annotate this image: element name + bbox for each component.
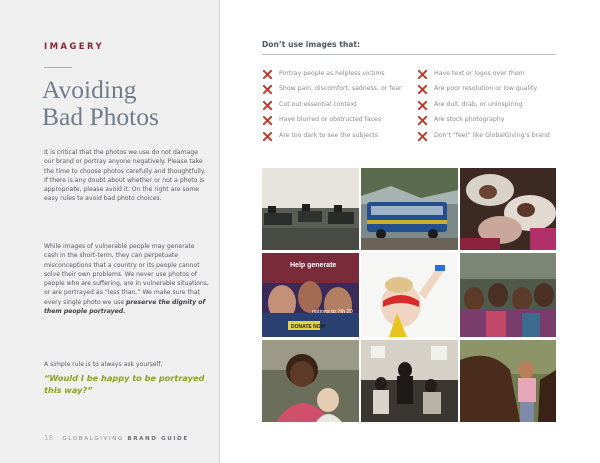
rule-text: Are dull, drab, or uninspiring <box>434 100 523 108</box>
rules-column-right <box>417 67 567 144</box>
rule-text: Cut out essential context <box>279 100 357 108</box>
rule-item <box>417 67 567 82</box>
photo-empty-classroom <box>262 168 359 250</box>
footer-brand: GLOBALGIVING <box>62 436 124 442</box>
photo-sleeping-children <box>460 168 556 250</box>
divider <box>44 67 72 68</box>
sidebar-panel <box>0 0 220 463</box>
photo-woman-and-child <box>262 340 359 422</box>
rule-item <box>417 82 567 97</box>
rule-item <box>417 113 567 128</box>
rule-item <box>417 129 567 144</box>
section-label: IMAGERY <box>44 42 105 52</box>
rule-item <box>262 82 412 97</box>
page-title-line-1: Avoiding <box>42 75 137 104</box>
x-mark-icon <box>263 101 272 110</box>
rule-text: Are stock photography <box>434 116 505 124</box>
rule-text: Have text or logos over them <box>434 70 525 77</box>
x-mark-icon <box>418 116 427 125</box>
intro-paragraph: It is critical that the photos we use do not damage our brand or portray anyone negatively. Please take the time to choose photos carefully and thoughtfully. If there is any doubt about whether or not a photo is appropriate, please avoid it. On the right are some easy rules to avoid bad photo choices. <box>44 149 206 203</box>
rule-text: Have blurred or obstructed faces <box>279 116 382 124</box>
photo-text-overlay <box>262 253 359 337</box>
photo-child-superhero <box>361 253 458 337</box>
overlay-heading: Help generate <box>290 262 337 269</box>
rule-item <box>417 98 567 113</box>
page-footer <box>44 434 189 442</box>
rule-item <box>262 113 412 128</box>
rule-item <box>262 129 412 144</box>
pull-quote: “Would I be happy to be portrayed this way?” <box>44 373 205 395</box>
photo-bus <box>361 168 458 250</box>
rule-text: Portray people as helpless victims <box>279 70 385 77</box>
rule-item <box>262 98 412 113</box>
x-mark-icon <box>418 101 427 110</box>
overlay-caption: nations to 7th 20 <box>312 309 353 315</box>
rule-text: Are too dark to see the subjects <box>279 131 378 139</box>
dignity-emphasis: preserve the dignity of them people portrayed. <box>44 298 206 316</box>
rules-divider <box>262 54 556 55</box>
page-title-line-2: Bad Photos <box>42 102 159 131</box>
rule-intro: A simple rule is to always ask yourself, <box>44 361 163 368</box>
x-mark-icon <box>418 132 427 141</box>
page-number: 18 <box>44 434 53 442</box>
x-mark-icon <box>263 70 272 79</box>
x-mark-icon <box>263 116 272 125</box>
footer-guide: BRAND GUIDE <box>127 436 189 442</box>
x-mark-icon <box>263 132 272 141</box>
dignity-paragraph-text: While images of vulnerable people may generate cash in the short-term, they can perpetuate misconceptions that a country or its people cannot solve their own problems. We never use photos of people who are suffering, are in vulnerable situations, or are portrayed as “less than.” We make sure that every single photo we use <box>44 243 209 306</box>
rule-item <box>262 67 412 82</box>
rules-header: Don’t use images that: <box>262 40 361 49</box>
x-mark-icon <box>418 70 427 79</box>
photo-crowd-group <box>460 253 556 337</box>
photo-girl-with-horse <box>460 340 556 422</box>
rules-column-left <box>262 67 412 144</box>
overlay-button-text: DONATE NOW <box>291 324 326 330</box>
rule-text: Are poor resolution or low quality <box>434 85 538 93</box>
rule-text: Show pain, discomfort, sadness, or fear <box>279 85 402 93</box>
photo-dark-room <box>361 340 458 422</box>
x-mark-icon <box>263 85 272 94</box>
rule-text: Don’t “feel” like GlobalGiving’s brand <box>434 131 550 139</box>
dignity-paragraph <box>44 242 209 316</box>
x-mark-icon <box>418 85 427 94</box>
page-title <box>42 76 212 130</box>
